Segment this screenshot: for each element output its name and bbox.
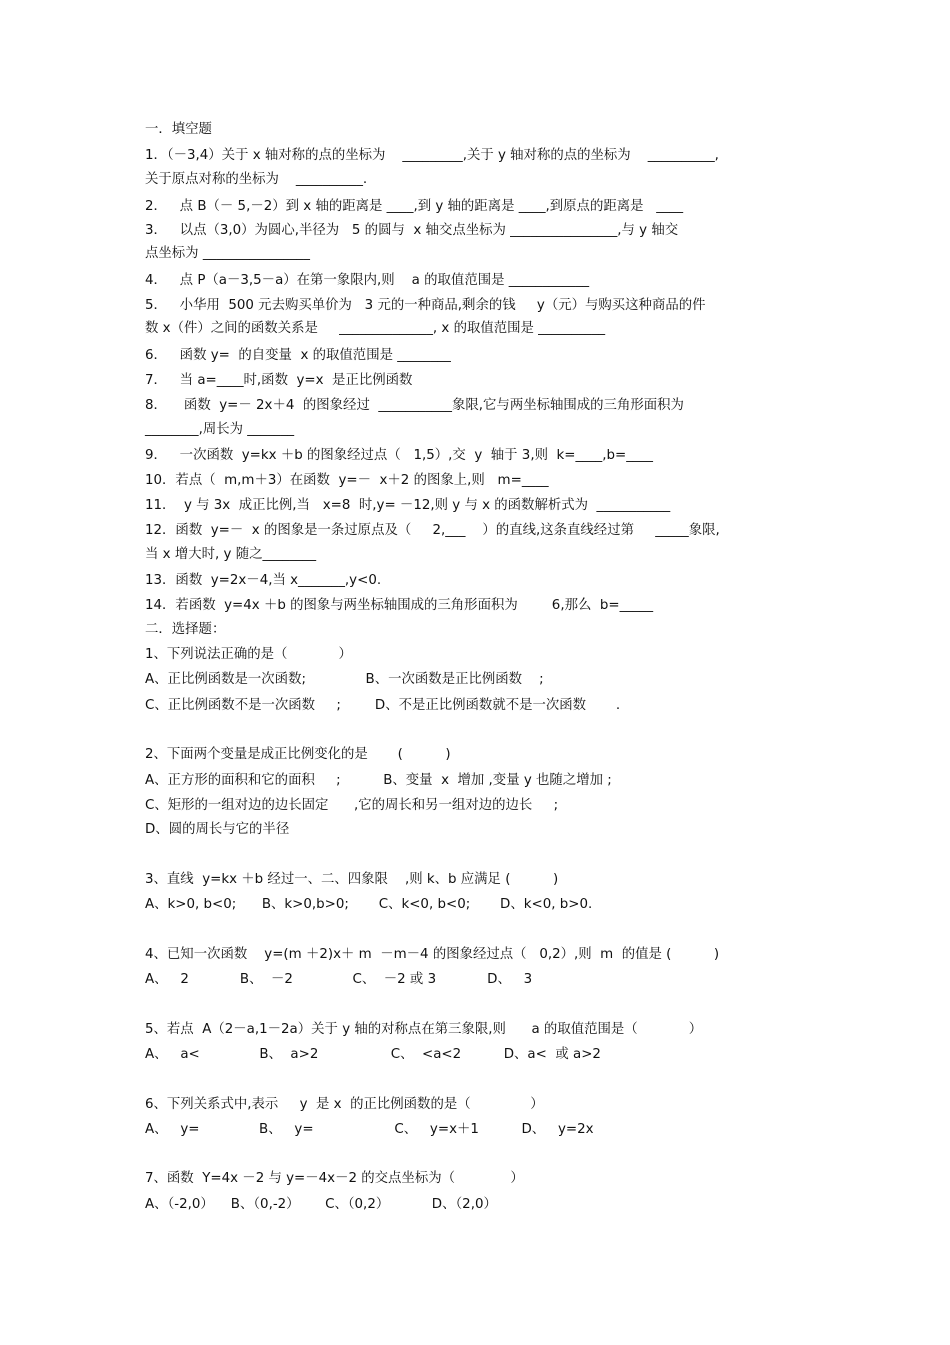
fill-line: 当 x 增大时, y 随之________: [145, 547, 317, 562]
fill-line: 14．若函数 y=4x ＋b 的图象与两坐标轴围成的三角形面积为 6,那么 b=_____: [145, 598, 654, 613]
choice-line: A、（-2,0） B、（0,-2） C、（0,2） D、（2,0）: [145, 1197, 497, 1212]
fill-line: 7． 当 a=____时,函数 y=x 是正比例函数: [145, 373, 413, 388]
choice-line: A、k>0, b<0; B、k>0,b>0; C、k<0, b<0; D、k<0, b>0.: [145, 897, 593, 912]
choice-line: D、圆的周长与它的半径: [145, 822, 290, 837]
choice-line: 2、下面两个变量是成正比例变化的是 ( ): [145, 747, 451, 762]
fill-line: 关于原点对称的坐标为 __________.: [145, 172, 368, 187]
choice-line: 3、直线 y=kx ＋b 经过一、二、四象限 ,则 k、b 应满足 ( ): [145, 872, 559, 887]
choice-line: 6、下列关系式中,表示 y 是 x 的正比例函数的是（ ）: [145, 1097, 544, 1112]
fill-line: 6． 函数 y= 的自变量 x 的取值范围是 ________: [145, 348, 451, 363]
choice-line: 4、已知一次函数 y=(m ＋2)x＋ m －m－4 的图象经过点（ 0,2）,则 m 的值是 ( ): [145, 947, 720, 962]
fill-line: 11． y 与 3x 成正比例,当 x=8 时,y= －12,则 y 与 x 的函数解析式为 ___________: [145, 498, 671, 513]
fill-line: 数 x（件）之间的函数关系是 ______________, x 的取值范围是 __________: [145, 321, 606, 336]
fill-line: 9． 一次函数 y=kx ＋b 的图象经过点（ 1,5）,交 y 轴于 3,则 k=____,b=____: [145, 448, 653, 463]
fill-line: 1．（－3,4）关于 x 轴对称的点的坐标为 _________,关于 y 轴对称的点的坐标为 __________,: [145, 148, 719, 163]
choice-line: C、矩形的一组对边的边长固定 ,它的周长和另一组对边的边长 ;: [145, 798, 559, 813]
fill-line: 10．若点（ m,m＋3）在函数 y=－ x＋2 的图象上,则 m=____: [145, 473, 549, 488]
fill-line: 4． 点 P（a－3,5－a）在第一象限内,则 a 的取值范围是 ____________: [145, 273, 590, 288]
choice-line: C、正比例函数不是一次函数 ; D、不是正比例函数就不是一次函数 .: [145, 698, 621, 713]
choice-line: A、 y= B、 y= C、 y=x＋1 D、 y=2x: [145, 1122, 594, 1137]
choice-line: 1、下列说法正确的是（ ）: [145, 647, 352, 662]
choice-line: A、正比例函数是一次函数; B、一次函数是正比例函数 ;: [145, 672, 544, 687]
fill-line: 8． 函数 y=－ 2x＋4 的图象经过 ___________象限,它与两坐标轴围成的三角形面积为: [145, 398, 684, 413]
fill-line: 点坐标为 ________________: [145, 246, 310, 261]
fill-line: 2． 点 B（－ 5,－2）到 x 轴的距离是 ____,到 y 轴的距离是 ____,到原点的距离是 ____: [145, 199, 684, 214]
choice-line: A、 2 B、 －2 C、 －2 或 3 D、 3: [145, 972, 533, 987]
choice-line: A、 a< B、 a>2 C、 <a<2 D、a< 或 a>2: [145, 1047, 601, 1062]
fill-line: 13．函数 y=2x－4,当 x_______,y<0.: [145, 573, 382, 588]
section1-heading: 一．填空题: [145, 122, 212, 137]
fill-line: 3． 以点（3,0）为圆心,半径为 5 的圆与 x 轴交点坐标为 ________________,与 y 轴交: [145, 223, 679, 238]
choice-line: A、正方形的面积和它的面积 ; B、变量 x 增加 ,变量 y 也随之增加 ;: [145, 773, 612, 788]
fill-line: 12．函数 y=－ x 的图象是一条过原点及（ 2,___ ）的直线,这条直线经过第 _____象限,: [145, 523, 720, 538]
choice-line: 7、函数 Y=4x －2 与 y=－4x－2 的交点坐标为（ ）: [145, 1171, 524, 1186]
choice-line: 5、若点 A（2－a,1－2a）关于 y 轴的对称点在第三象限,则 a 的取值范围是（ ）: [145, 1022, 703, 1037]
fill-line: ________,周长为 _______: [145, 422, 295, 437]
section2-heading: 二．选择题：: [145, 622, 226, 637]
fill-line: 5． 小华用 500 元去购买单价为 3 元的一种商品,剩余的钱 y（元）与购买这种商品的件: [145, 298, 706, 313]
